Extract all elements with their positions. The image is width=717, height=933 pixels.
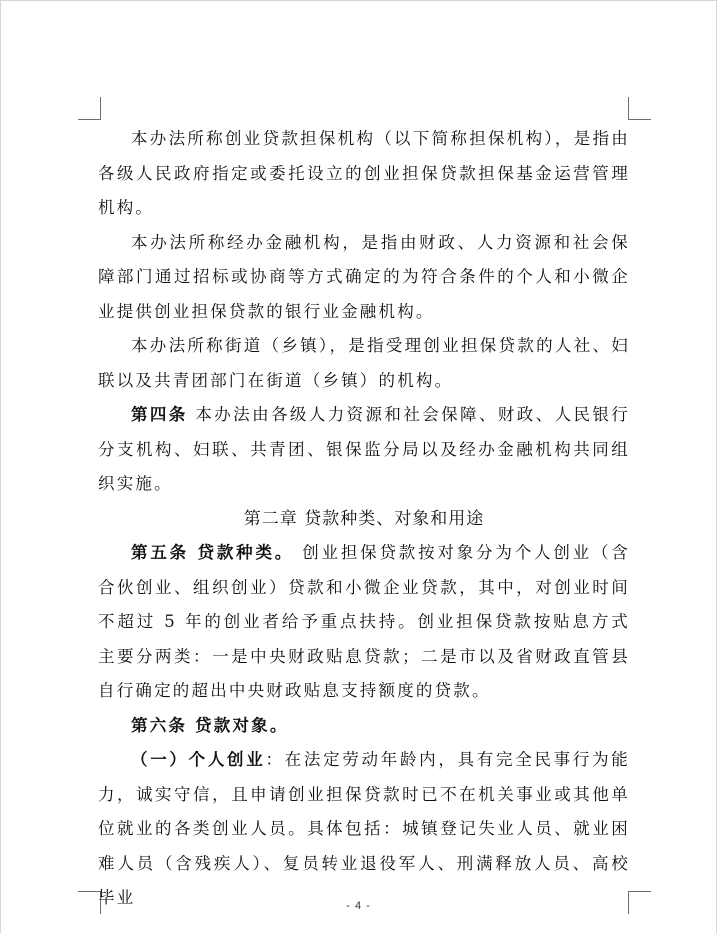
article-4-text: 本办法由各级人力资源和社会保障、财政、人民银行分支机构、妇联、共青团、银保监分局以及经办金融机构共同组织实施。 [98,405,630,493]
article-5-label: 第五条 贷款种类。 [131,543,295,562]
page-number: - 4 - [346,900,371,912]
paragraph-financial-institution: 本办法所称经办金融机构，是指由财政、人力资源和社会保障部门通过招标或协商等方式确定的为符合条件的个人和小微企业提供创业担保贷款的银行业金融机构。 [98,232,630,321]
article-6-label: 第六条 贷款对象。 [131,715,289,735]
article-5-text: 创业担保贷款按对象分为个人创业（含合伙创业、组织创业）贷款和小微企业贷款，其中，对创业时间不超过 5 年的创业者给予重点扶持。创业担保贷款按贴息方式主要分两类：一是中央财政贴息贷款；二是市以及省财政直管县自行确定的超出中央财政贴息支持额度的贷款。 [98,543,630,700]
item-1-individual [98,743,630,916]
article-5 [98,536,630,709]
article-4-label: 第四条 [131,405,188,424]
item-1-text: ：在法定劳动年龄内，具有完全民事行为能力，诚实守信，且申请创业担保贷款时已不在机关事业或其他单位就业的各类创业人员。具体包括：城镇登记失业人员、就业困难人员（含残疾人）、复员转业退役军人、刑满释放人员、高校毕业 [98,750,630,907]
crop-mark-top-left [78,97,101,120]
chapter-title: 第二章 贷款种类、对象和用途 [243,508,485,529]
page-edge-left [0,0,1,933]
paragraph-street-township: 本办法所称街道（乡镇），是指受理创业担保贷款的人社、妇联以及共青团部门在街道（乡镇）的机构。 [98,336,630,390]
item-1-label: （一）个人创业 [131,750,266,769]
document-body [98,122,630,916]
crop-mark-top-right [628,97,651,120]
article-4 [98,398,630,502]
paragraph-guarantee-institution: 本办法所称创业贷款担保机构（以下简称担保机构），是指由各级人民政府指定或委托设立的创业担保贷款担保基金运营管理机构。 [98,129,630,217]
page-edge-top [0,0,717,1]
